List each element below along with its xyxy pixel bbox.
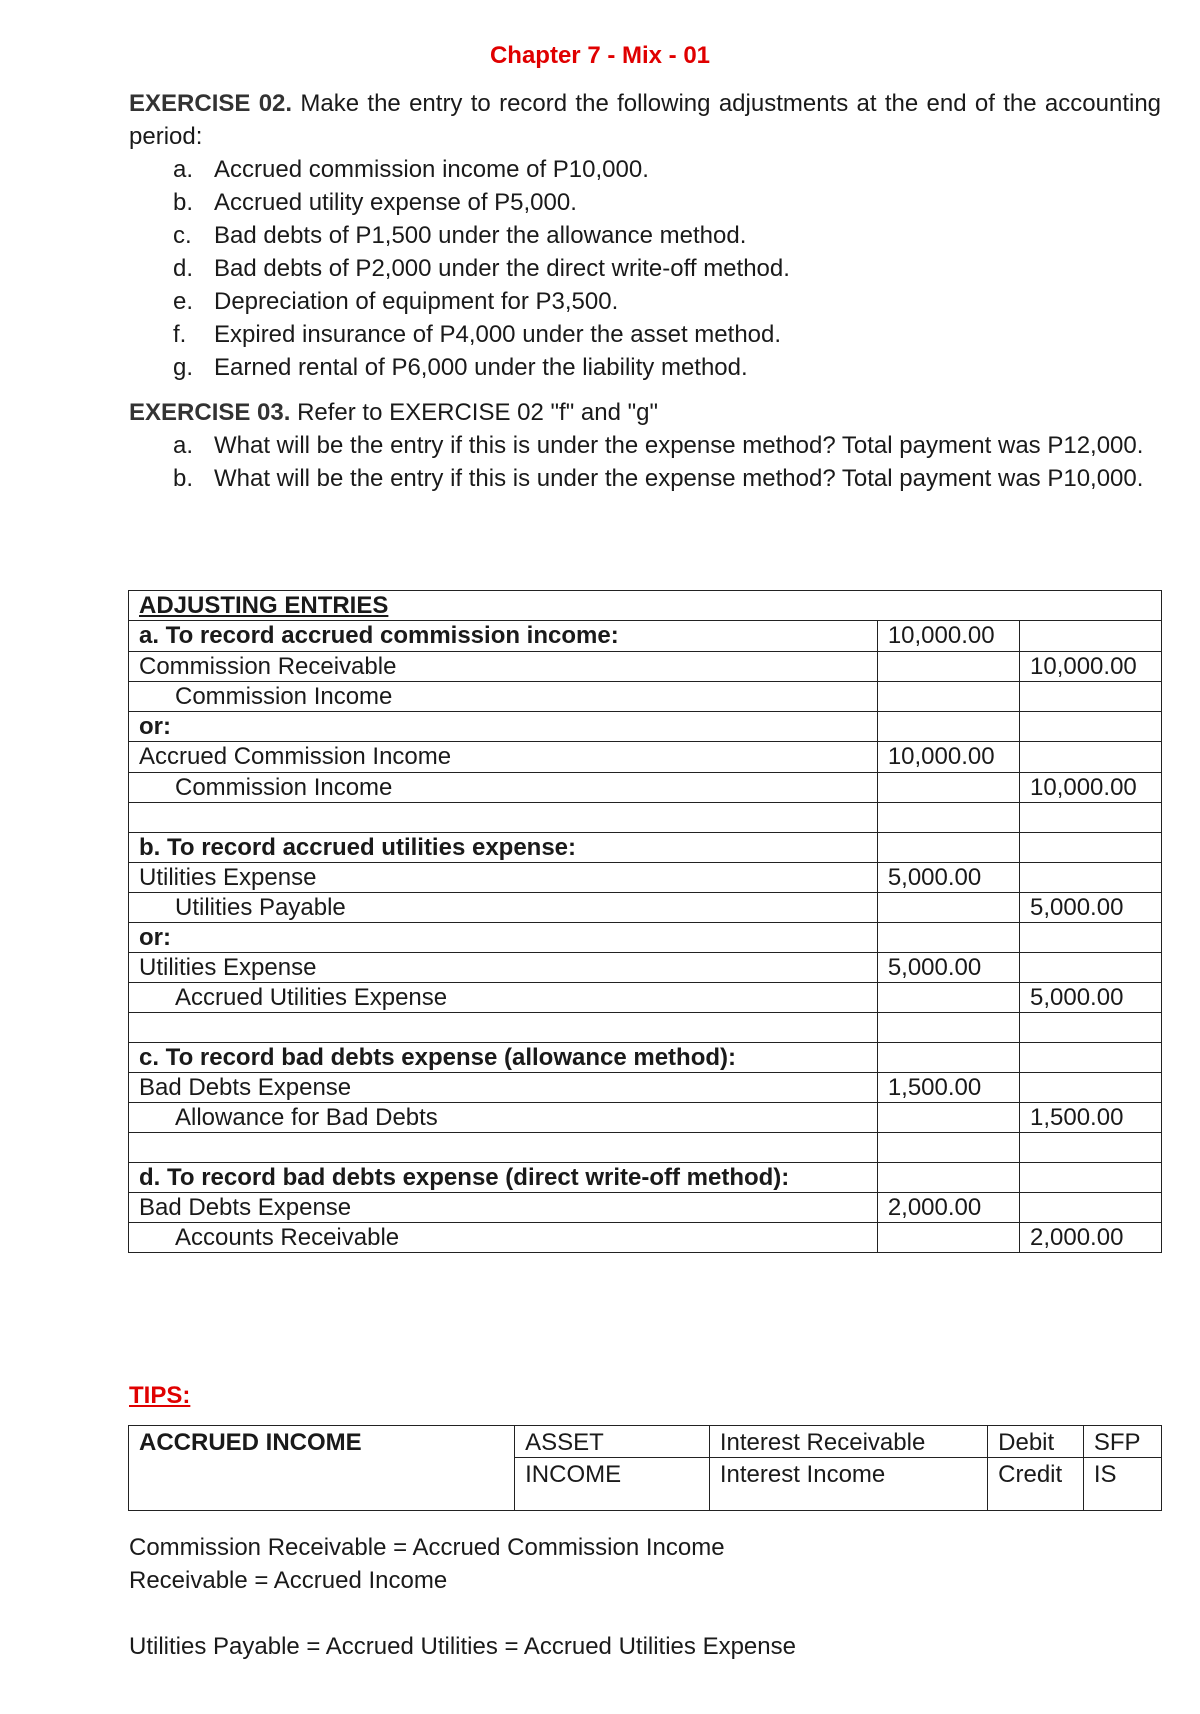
table-row — [129, 1043, 1162, 1073]
credit-cell — [1020, 1163, 1162, 1193]
exercise-02 — [129, 87, 1161, 384]
tips-table — [128, 1425, 1162, 1511]
account-cell: Accrued Commission Income — [129, 742, 878, 773]
blank-row — [129, 1013, 1162, 1043]
debit-cell — [877, 773, 1019, 803]
debit-cell: 2,000.00 — [877, 1193, 1019, 1223]
list-item: a. Accrued commission income of P10,000. — [173, 156, 649, 183]
list-item: a. What will be the entry if this is under the expense method? Total payment was P12,000. — [173, 432, 1144, 459]
account-cell — [129, 1133, 878, 1163]
table-row — [129, 652, 1162, 682]
account-cell: c. To record bad debts expense (allowance method): — [129, 1043, 878, 1073]
list-item: f. Expired insurance of P4,000 under the asset method. — [173, 321, 782, 348]
list-item: g. Earned rental of P6,000 under the liability method. — [173, 354, 748, 381]
debit-cell — [877, 1223, 1019, 1253]
table-row — [129, 1103, 1162, 1133]
notes — [129, 1531, 796, 1663]
table-row — [129, 773, 1162, 803]
debit-cell: 1,500.00 — [877, 1073, 1019, 1103]
credit-cell — [1020, 742, 1162, 773]
credit-cell — [1020, 621, 1162, 652]
table-row — [129, 953, 1162, 983]
debit-cell — [877, 833, 1019, 863]
account-cell: Commission Income — [129, 773, 878, 803]
debit-cell — [877, 712, 1019, 742]
account-cell: Bad Debts Expense — [129, 1193, 878, 1223]
account-cell: d. To record bad debts expense (direct write-off method): — [129, 1163, 878, 1193]
account-cell: Bad Debts Expense — [129, 1073, 878, 1103]
credit-cell — [1020, 863, 1162, 893]
debit-cell — [877, 893, 1019, 923]
table-row — [129, 1223, 1162, 1253]
credit-cell — [1020, 682, 1162, 712]
credit-cell — [1020, 1043, 1162, 1073]
tips-statement: IS — [1083, 1458, 1161, 1511]
list-item: e. Depreciation of equipment for P3,500. — [173, 288, 619, 315]
adjusting-entries-table — [128, 590, 1162, 1253]
account-cell: a. To record accrued commission income: — [129, 621, 878, 652]
credit-cell — [1020, 1193, 1162, 1223]
tips-category: ACCRUED INCOME — [129, 1426, 515, 1511]
table-row — [129, 712, 1162, 742]
account-cell: Utilities Expense — [129, 863, 878, 893]
list-item: c. Bad debts of P1,500 under the allowance method. — [173, 222, 747, 249]
page-title: Chapter 7 - Mix - 01 — [489, 42, 711, 69]
debit-cell: 10,000.00 — [877, 742, 1019, 773]
debit-cell: 10,000.00 — [877, 621, 1019, 652]
credit-cell: 1,500.00 — [1020, 1103, 1162, 1133]
exercise-03-label: EXERCISE 03. — [129, 399, 291, 426]
credit-cell — [1020, 953, 1162, 983]
credit-cell — [1020, 1133, 1162, 1163]
debit-cell — [877, 803, 1019, 833]
tips-kind: INCOME — [515, 1458, 710, 1511]
note-line: Commission Receivable = Accrued Commission Income — [129, 1534, 725, 1561]
table-row — [129, 1426, 1162, 1458]
account-cell: or: — [129, 923, 878, 953]
exercise-02-intro — [129, 87, 1161, 153]
debit-cell — [877, 1103, 1019, 1133]
credit-cell: 10,000.00 — [1020, 652, 1162, 682]
table-row — [129, 893, 1162, 923]
debit-cell — [877, 652, 1019, 682]
credit-cell — [1020, 803, 1162, 833]
debit-cell — [877, 1013, 1019, 1043]
table-row — [129, 1193, 1162, 1223]
account-cell — [129, 803, 878, 833]
blank-row — [129, 803, 1162, 833]
account-cell: Accounts Receivable — [129, 1223, 878, 1253]
table-row — [129, 983, 1162, 1013]
debit-cell: 5,000.00 — [877, 953, 1019, 983]
tips-side: Debit — [988, 1426, 1084, 1458]
exercise-03-list — [129, 429, 1161, 495]
credit-cell — [1020, 1073, 1162, 1103]
table-header: ADJUSTING ENTRIES — [129, 591, 1162, 621]
account-cell: Utilities Payable — [129, 893, 878, 923]
account-cell: b. To record accrued utilities expense: — [129, 833, 878, 863]
table-header-row — [129, 591, 1162, 621]
account-cell: Accrued Utilities Expense — [129, 983, 878, 1013]
tips-kind: ASSET — [515, 1426, 710, 1458]
table-row — [129, 742, 1162, 773]
credit-cell: 2,000.00 — [1020, 1223, 1162, 1253]
credit-cell: 5,000.00 — [1020, 983, 1162, 1013]
debit-cell — [877, 1133, 1019, 1163]
tips-statement: SFP — [1083, 1426, 1161, 1458]
credit-cell — [1020, 833, 1162, 863]
note-line: Receivable = Accrued Income — [129, 1567, 448, 1594]
credit-cell — [1020, 1013, 1162, 1043]
credit-cell: 5,000.00 — [1020, 893, 1162, 923]
account-cell: or: — [129, 712, 878, 742]
debit-cell — [877, 1163, 1019, 1193]
exercise-02-label: EXERCISE 02. — [129, 90, 293, 117]
table-row — [129, 1163, 1162, 1193]
list-item: d. Bad debts of P2,000 under the direct write-off method. — [173, 255, 790, 282]
table-row — [129, 1073, 1162, 1103]
list-item: b. What will be the entry if this is under the expense method? Total payment was P10,000. — [173, 465, 1144, 492]
tips-account: Interest Receivable — [709, 1426, 987, 1458]
table-row — [129, 621, 1162, 652]
tips-heading: TIPS: — [129, 1382, 191, 1409]
debit-cell — [877, 923, 1019, 953]
exercise-03-intro — [129, 396, 1161, 429]
exercise-03-text: Refer to EXERCISE 02 "f" and "g" — [297, 399, 658, 426]
table-row — [129, 682, 1162, 712]
debit-cell — [877, 1043, 1019, 1073]
credit-cell: 10,000.00 — [1020, 773, 1162, 803]
note-line: Utilities Payable = Accrued Utilities = Accrued Utilities Expense — [129, 1633, 796, 1660]
debit-cell — [877, 983, 1019, 1013]
blank-row — [129, 1133, 1162, 1163]
exercise-03 — [129, 396, 1161, 495]
note-line — [129, 1597, 796, 1630]
table-row — [129, 923, 1162, 953]
account-cell: Commission Receivable — [129, 652, 878, 682]
credit-cell — [1020, 712, 1162, 742]
debit-cell: 5,000.00 — [877, 863, 1019, 893]
debit-cell — [877, 682, 1019, 712]
account-cell: Utilities Expense — [129, 953, 878, 983]
credit-cell — [1020, 923, 1162, 953]
exercise-02-list — [129, 153, 1161, 384]
table-row — [129, 863, 1162, 893]
tips-side: Credit — [988, 1458, 1084, 1511]
list-item: b. Accrued utility expense of P5,000. — [173, 189, 577, 216]
account-cell — [129, 1013, 878, 1043]
table-row — [129, 833, 1162, 863]
tips-account: Interest Income — [709, 1458, 987, 1511]
exercise-02-text: Make the entry to record the following adjustments at the end of the accounting period: — [129, 90, 1162, 150]
account-cell: Allowance for Bad Debts — [129, 1103, 878, 1133]
account-cell: Commission Income — [129, 682, 878, 712]
